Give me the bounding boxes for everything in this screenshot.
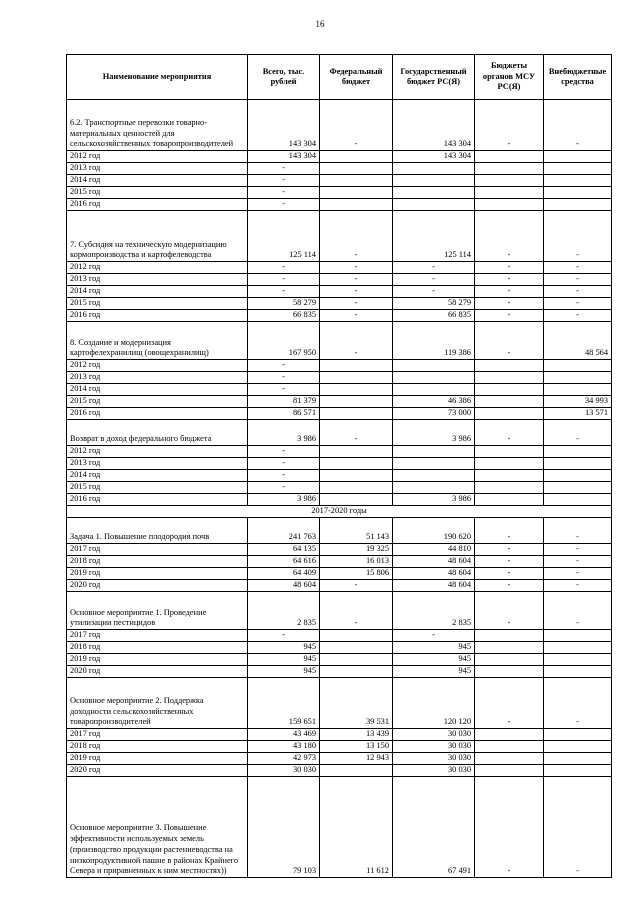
- cell-federal: 15 806: [320, 568, 393, 580]
- table-row: [67, 175, 612, 187]
- cell-state: 30 030: [393, 741, 475, 753]
- cell-federal: 51 143: [320, 518, 393, 544]
- cell-state: [393, 482, 475, 494]
- header-federal: Федеральный бюджет: [320, 55, 393, 100]
- header-name: Наименование мероприятия: [67, 55, 248, 100]
- cell-federal: -: [320, 310, 393, 322]
- header-total: Всего, тыс. рублей: [248, 55, 320, 100]
- row-name: 2016 год: [67, 494, 248, 506]
- cell-federal: -: [320, 286, 393, 298]
- cell-municipal: -: [475, 262, 544, 274]
- cell-extrabudget: -: [544, 592, 612, 630]
- cell-federal: [320, 187, 393, 199]
- cell-federal: [320, 765, 393, 777]
- cell-state: [393, 163, 475, 175]
- cell-state: 48 604: [393, 568, 475, 580]
- header-municipal: Бюджеты органов МСУ РС(Я): [475, 55, 544, 100]
- cell-federal: 19 325: [320, 544, 393, 556]
- cell-municipal: [475, 384, 544, 396]
- cell-total: 167 950: [248, 322, 320, 360]
- cell-municipal: [475, 470, 544, 482]
- cell-federal: [320, 482, 393, 494]
- cell-municipal: -: [475, 298, 544, 310]
- cell-total: -: [248, 262, 320, 274]
- row-name: Основное мероприятие 2. Поддержка доходности сельскохозяйственных товаропроизводителей: [67, 678, 248, 729]
- cell-total: 64 616: [248, 556, 320, 568]
- cell-municipal: [475, 494, 544, 506]
- cell-total: -: [248, 274, 320, 286]
- row-name: 2013 год: [67, 458, 248, 470]
- cell-total: -: [248, 458, 320, 470]
- cell-municipal: [475, 187, 544, 199]
- row-name: 2012 год: [67, 446, 248, 458]
- cell-total: 945: [248, 642, 320, 654]
- table-row: [67, 298, 612, 310]
- cell-federal: 12 943: [320, 753, 393, 765]
- cell-state: -: [393, 274, 475, 286]
- row-name: 2014 год: [67, 286, 248, 298]
- cell-state: 58 279: [393, 298, 475, 310]
- cell-federal: [320, 151, 393, 163]
- row-name: 2015 год: [67, 298, 248, 310]
- cell-municipal: -: [475, 310, 544, 322]
- table-row: [67, 187, 612, 199]
- row-name: 2018 год: [67, 741, 248, 753]
- cell-extrabudget: -: [544, 518, 612, 544]
- cell-municipal: -: [475, 777, 544, 878]
- cell-federal: -: [320, 274, 393, 286]
- cell-state: 44 810: [393, 544, 475, 556]
- row-name: 2019 год: [67, 568, 248, 580]
- cell-municipal: [475, 654, 544, 666]
- cell-extrabudget: -: [544, 211, 612, 262]
- cell-total: -: [248, 199, 320, 211]
- cell-total: 143 304: [248, 151, 320, 163]
- row-name: 2014 год: [67, 384, 248, 396]
- cell-state: 125 114: [393, 211, 475, 262]
- cell-extrabudget: -: [544, 298, 612, 310]
- cell-extrabudget: [544, 372, 612, 384]
- table-row: [67, 518, 612, 544]
- row-name: 2015 год: [67, 396, 248, 408]
- cell-extrabudget: 34 993: [544, 396, 612, 408]
- cell-municipal: [475, 482, 544, 494]
- table-row: [67, 556, 612, 568]
- row-name: 2020 год: [67, 765, 248, 777]
- table-row: [67, 592, 612, 630]
- table-row: [67, 163, 612, 175]
- cell-total: 125 114: [248, 211, 320, 262]
- cell-municipal: [475, 446, 544, 458]
- cell-extrabudget: [544, 175, 612, 187]
- row-name: 2014 год: [67, 175, 248, 187]
- cell-municipal: -: [475, 544, 544, 556]
- cell-extrabudget: -: [544, 777, 612, 878]
- cell-extrabudget: -: [544, 556, 612, 568]
- cell-municipal: [475, 630, 544, 642]
- table-row: [67, 580, 612, 592]
- cell-municipal: [475, 360, 544, 372]
- table-row: [67, 151, 612, 163]
- table-row: [67, 729, 612, 741]
- table-row: [67, 420, 612, 446]
- cell-extrabudget: -: [544, 544, 612, 556]
- cell-total: 58 279: [248, 298, 320, 310]
- cell-state: 30 030: [393, 729, 475, 741]
- cell-state: 48 604: [393, 580, 475, 592]
- table-row: [67, 372, 612, 384]
- row-name: Задача 1. Повышение плодородия почв: [67, 518, 248, 544]
- cell-extrabudget: [544, 666, 612, 678]
- cell-total: -: [248, 163, 320, 175]
- cell-state: 67 491: [393, 777, 475, 878]
- cell-extrabudget: [544, 753, 612, 765]
- cell-state: 143 304: [393, 151, 475, 163]
- cell-federal: 13 439: [320, 729, 393, 741]
- cell-federal: [320, 666, 393, 678]
- cell-federal: [320, 458, 393, 470]
- cell-federal: -: [320, 262, 393, 274]
- cell-municipal: -: [475, 420, 544, 446]
- cell-extrabudget: [544, 163, 612, 175]
- cell-total: 48 604: [248, 580, 320, 592]
- cell-municipal: -: [475, 592, 544, 630]
- cell-total: -: [248, 175, 320, 187]
- cell-total: 43 469: [248, 729, 320, 741]
- cell-municipal: [475, 741, 544, 753]
- cell-total: 43 180: [248, 741, 320, 753]
- table-row: [67, 408, 612, 420]
- cell-extrabudget: 13 571: [544, 408, 612, 420]
- cell-total: 66 835: [248, 310, 320, 322]
- row-name: 2018 год: [67, 556, 248, 568]
- cell-extrabudget: [544, 482, 612, 494]
- row-name: Основное мероприятие 1. Проведение утилизации пестицидов: [67, 592, 248, 630]
- table-body: [67, 100, 612, 878]
- row-name: 8. Создание и модернизация картофелехранилищ (овощехранилищ): [67, 322, 248, 360]
- cell-municipal: -: [475, 568, 544, 580]
- table-row: [67, 642, 612, 654]
- cell-extrabudget: [544, 446, 612, 458]
- cell-state: 48 604: [393, 556, 475, 568]
- cell-extrabudget: [544, 151, 612, 163]
- cell-total: 159 651: [248, 678, 320, 729]
- row-name: 2012 год: [67, 151, 248, 163]
- row-name: 2015 год: [67, 187, 248, 199]
- table-row: [67, 446, 612, 458]
- cell-municipal: [475, 175, 544, 187]
- cell-extrabudget: -: [544, 274, 612, 286]
- row-name: 2018 год: [67, 642, 248, 654]
- cell-state: [393, 384, 475, 396]
- cell-state: [393, 446, 475, 458]
- cell-state: 3 986: [393, 420, 475, 446]
- cell-federal: [320, 360, 393, 372]
- cell-municipal: [475, 408, 544, 420]
- row-name: 7. Субсидия на техническую модернизацию кормопроизводства и картофелеводства: [67, 211, 248, 262]
- row-name: 2013 год: [67, 274, 248, 286]
- row-name: 2016 год: [67, 199, 248, 211]
- cell-state: [393, 458, 475, 470]
- cell-municipal: -: [475, 211, 544, 262]
- cell-federal: -: [320, 100, 393, 151]
- cell-state: [393, 175, 475, 187]
- table-row: [67, 753, 612, 765]
- cell-extrabudget: [544, 630, 612, 642]
- cell-total: -: [248, 384, 320, 396]
- cell-total: 945: [248, 666, 320, 678]
- cell-state: [393, 470, 475, 482]
- cell-state: 119 386: [393, 322, 475, 360]
- row-name: 2016 год: [67, 408, 248, 420]
- row-name: 2016 год: [67, 310, 248, 322]
- table-row: [67, 494, 612, 506]
- cell-extrabudget: 48 564: [544, 322, 612, 360]
- cell-total: 86 571: [248, 408, 320, 420]
- cell-federal: [320, 446, 393, 458]
- row-name: 2019 год: [67, 654, 248, 666]
- cell-extrabudget: [544, 494, 612, 506]
- cell-municipal: [475, 666, 544, 678]
- cell-extrabudget: [544, 384, 612, 396]
- cell-state: 190 620: [393, 518, 475, 544]
- cell-extrabudget: [544, 741, 612, 753]
- table-row: [67, 470, 612, 482]
- table-row: [67, 741, 612, 753]
- cell-federal: 13 150: [320, 741, 393, 753]
- cell-total: -: [248, 372, 320, 384]
- cell-state: 46 386: [393, 396, 475, 408]
- row-name: Возврат в доход федерального бюджета: [67, 420, 248, 446]
- page-number: 16: [315, 19, 325, 29]
- row-name: 2014 год: [67, 470, 248, 482]
- row-name: 2015 год: [67, 482, 248, 494]
- table-row: [67, 274, 612, 286]
- table-row: [67, 211, 612, 262]
- cell-federal: -: [320, 211, 393, 262]
- cell-state: 143 304: [393, 100, 475, 151]
- cell-municipal: -: [475, 678, 544, 729]
- cell-extrabudget: [544, 729, 612, 741]
- cell-total: 64 409: [248, 568, 320, 580]
- cell-extrabudget: -: [544, 580, 612, 592]
- row-name: 2013 год: [67, 163, 248, 175]
- row-name: 2020 год: [67, 666, 248, 678]
- cell-extrabudget: [544, 654, 612, 666]
- period-label: 2017-2020 годы: [67, 506, 612, 518]
- cell-extrabudget: -: [544, 100, 612, 151]
- cell-extrabudget: [544, 642, 612, 654]
- cell-extrabudget: [544, 199, 612, 211]
- cell-state: [393, 360, 475, 372]
- cell-state: -: [393, 262, 475, 274]
- cell-extrabudget: -: [544, 310, 612, 322]
- row-name: 2017 год: [67, 729, 248, 741]
- cell-state: 2 835: [393, 592, 475, 630]
- cell-federal: [320, 470, 393, 482]
- cell-municipal: -: [475, 580, 544, 592]
- cell-extrabudget: [544, 765, 612, 777]
- cell-federal: [320, 654, 393, 666]
- table-row: [67, 199, 612, 211]
- cell-state: 945: [393, 666, 475, 678]
- table-row: [67, 654, 612, 666]
- cell-extrabudget: [544, 470, 612, 482]
- cell-state: 66 835: [393, 310, 475, 322]
- cell-total: 241 763: [248, 518, 320, 544]
- table-header-row: [67, 55, 612, 100]
- cell-federal: -: [320, 298, 393, 310]
- cell-federal: [320, 494, 393, 506]
- cell-total: 3 986: [248, 420, 320, 446]
- cell-extrabudget: -: [544, 678, 612, 729]
- table-row: [67, 100, 612, 151]
- cell-municipal: -: [475, 518, 544, 544]
- cell-municipal: [475, 753, 544, 765]
- cell-municipal: [475, 396, 544, 408]
- table-row: [67, 678, 612, 729]
- cell-total: -: [248, 286, 320, 298]
- cell-municipal: [475, 163, 544, 175]
- cell-federal: [320, 642, 393, 654]
- cell-total: -: [248, 630, 320, 642]
- cell-federal: [320, 163, 393, 175]
- table-row: [67, 262, 612, 274]
- cell-municipal: -: [475, 274, 544, 286]
- table-row: [67, 286, 612, 298]
- cell-federal: [320, 175, 393, 187]
- cell-federal: [320, 372, 393, 384]
- cell-state: 3 986: [393, 494, 475, 506]
- cell-state: -: [393, 286, 475, 298]
- cell-municipal: [475, 151, 544, 163]
- cell-municipal: -: [475, 100, 544, 151]
- table-row: [67, 322, 612, 360]
- cell-extrabudget: -: [544, 568, 612, 580]
- table-row: [67, 544, 612, 556]
- table-row: [67, 384, 612, 396]
- table-row: [67, 482, 612, 494]
- cell-total: -: [248, 446, 320, 458]
- row-name: 2012 год: [67, 262, 248, 274]
- cell-municipal: -: [475, 556, 544, 568]
- cell-total: -: [248, 187, 320, 199]
- cell-total: 42 973: [248, 753, 320, 765]
- cell-federal: 39 531: [320, 678, 393, 729]
- row-name: Основное мероприятие 3. Повышение эффективности используемых земель (производство продукции растениеводства на низкопродуктивной пашне в районах Крайнего Севера и приравненных к ним местностях)): [67, 777, 248, 878]
- cell-municipal: -: [475, 286, 544, 298]
- header-state: Государственный бюджет РС(Я): [393, 55, 475, 100]
- cell-total: 3 986: [248, 494, 320, 506]
- cell-total: 945: [248, 654, 320, 666]
- row-name: 2020 год: [67, 580, 248, 592]
- cell-federal: -: [320, 420, 393, 446]
- row-name: 2017 год: [67, 630, 248, 642]
- cell-total: 81 379: [248, 396, 320, 408]
- cell-extrabudget: -: [544, 286, 612, 298]
- row-name: 2013 год: [67, 372, 248, 384]
- table-row: [67, 458, 612, 470]
- table-row: [67, 396, 612, 408]
- cell-municipal: [475, 642, 544, 654]
- table-row: [67, 630, 612, 642]
- cell-extrabudget: -: [544, 420, 612, 446]
- row-name: 2019 год: [67, 753, 248, 765]
- cell-state: [393, 372, 475, 384]
- cell-total: -: [248, 470, 320, 482]
- table-row: [67, 765, 612, 777]
- cell-total: -: [248, 360, 320, 372]
- cell-state: 120 120: [393, 678, 475, 729]
- cell-federal: 11 612: [320, 777, 393, 878]
- cell-federal: -: [320, 322, 393, 360]
- cell-total: 79 103: [248, 777, 320, 878]
- cell-federal: [320, 384, 393, 396]
- row-name: 6.2. Транспортные перевозки товарно-материальных ценностей для сельскохозяйственных товаропроизводителей: [67, 100, 248, 151]
- cell-federal: [320, 408, 393, 420]
- cell-extrabudget: -: [544, 262, 612, 274]
- header-extrabudget: Внебюджетные средства: [544, 55, 612, 100]
- cell-municipal: -: [475, 322, 544, 360]
- period-row: [67, 506, 612, 518]
- cell-state: 945: [393, 654, 475, 666]
- cell-state: -: [393, 630, 475, 642]
- table-row: [67, 666, 612, 678]
- budget-table: [66, 54, 612, 878]
- cell-total: 64 135: [248, 544, 320, 556]
- cell-federal: [320, 199, 393, 211]
- cell-total: -: [248, 482, 320, 494]
- cell-federal: 16 013: [320, 556, 393, 568]
- cell-state: [393, 187, 475, 199]
- cell-federal: [320, 396, 393, 408]
- row-name: 2012 год: [67, 360, 248, 372]
- row-name: 2017 год: [67, 544, 248, 556]
- cell-total: 2 835: [248, 592, 320, 630]
- cell-municipal: [475, 765, 544, 777]
- table-row: [67, 360, 612, 372]
- cell-state: 945: [393, 642, 475, 654]
- cell-municipal: [475, 199, 544, 211]
- table-row: [67, 568, 612, 580]
- cell-federal: -: [320, 592, 393, 630]
- table-row: [67, 777, 612, 878]
- cell-municipal: [475, 458, 544, 470]
- table-row: [67, 310, 612, 322]
- cell-federal: [320, 630, 393, 642]
- cell-state: 30 030: [393, 753, 475, 765]
- cell-state: 30 030: [393, 765, 475, 777]
- cell-extrabudget: [544, 458, 612, 470]
- cell-state: 73 000: [393, 408, 475, 420]
- cell-municipal: [475, 729, 544, 741]
- cell-total: 30 030: [248, 765, 320, 777]
- cell-municipal: [475, 372, 544, 384]
- cell-federal: -: [320, 580, 393, 592]
- cell-total: 143 304: [248, 100, 320, 151]
- cell-extrabudget: [544, 187, 612, 199]
- cell-extrabudget: [544, 360, 612, 372]
- cell-state: [393, 199, 475, 211]
